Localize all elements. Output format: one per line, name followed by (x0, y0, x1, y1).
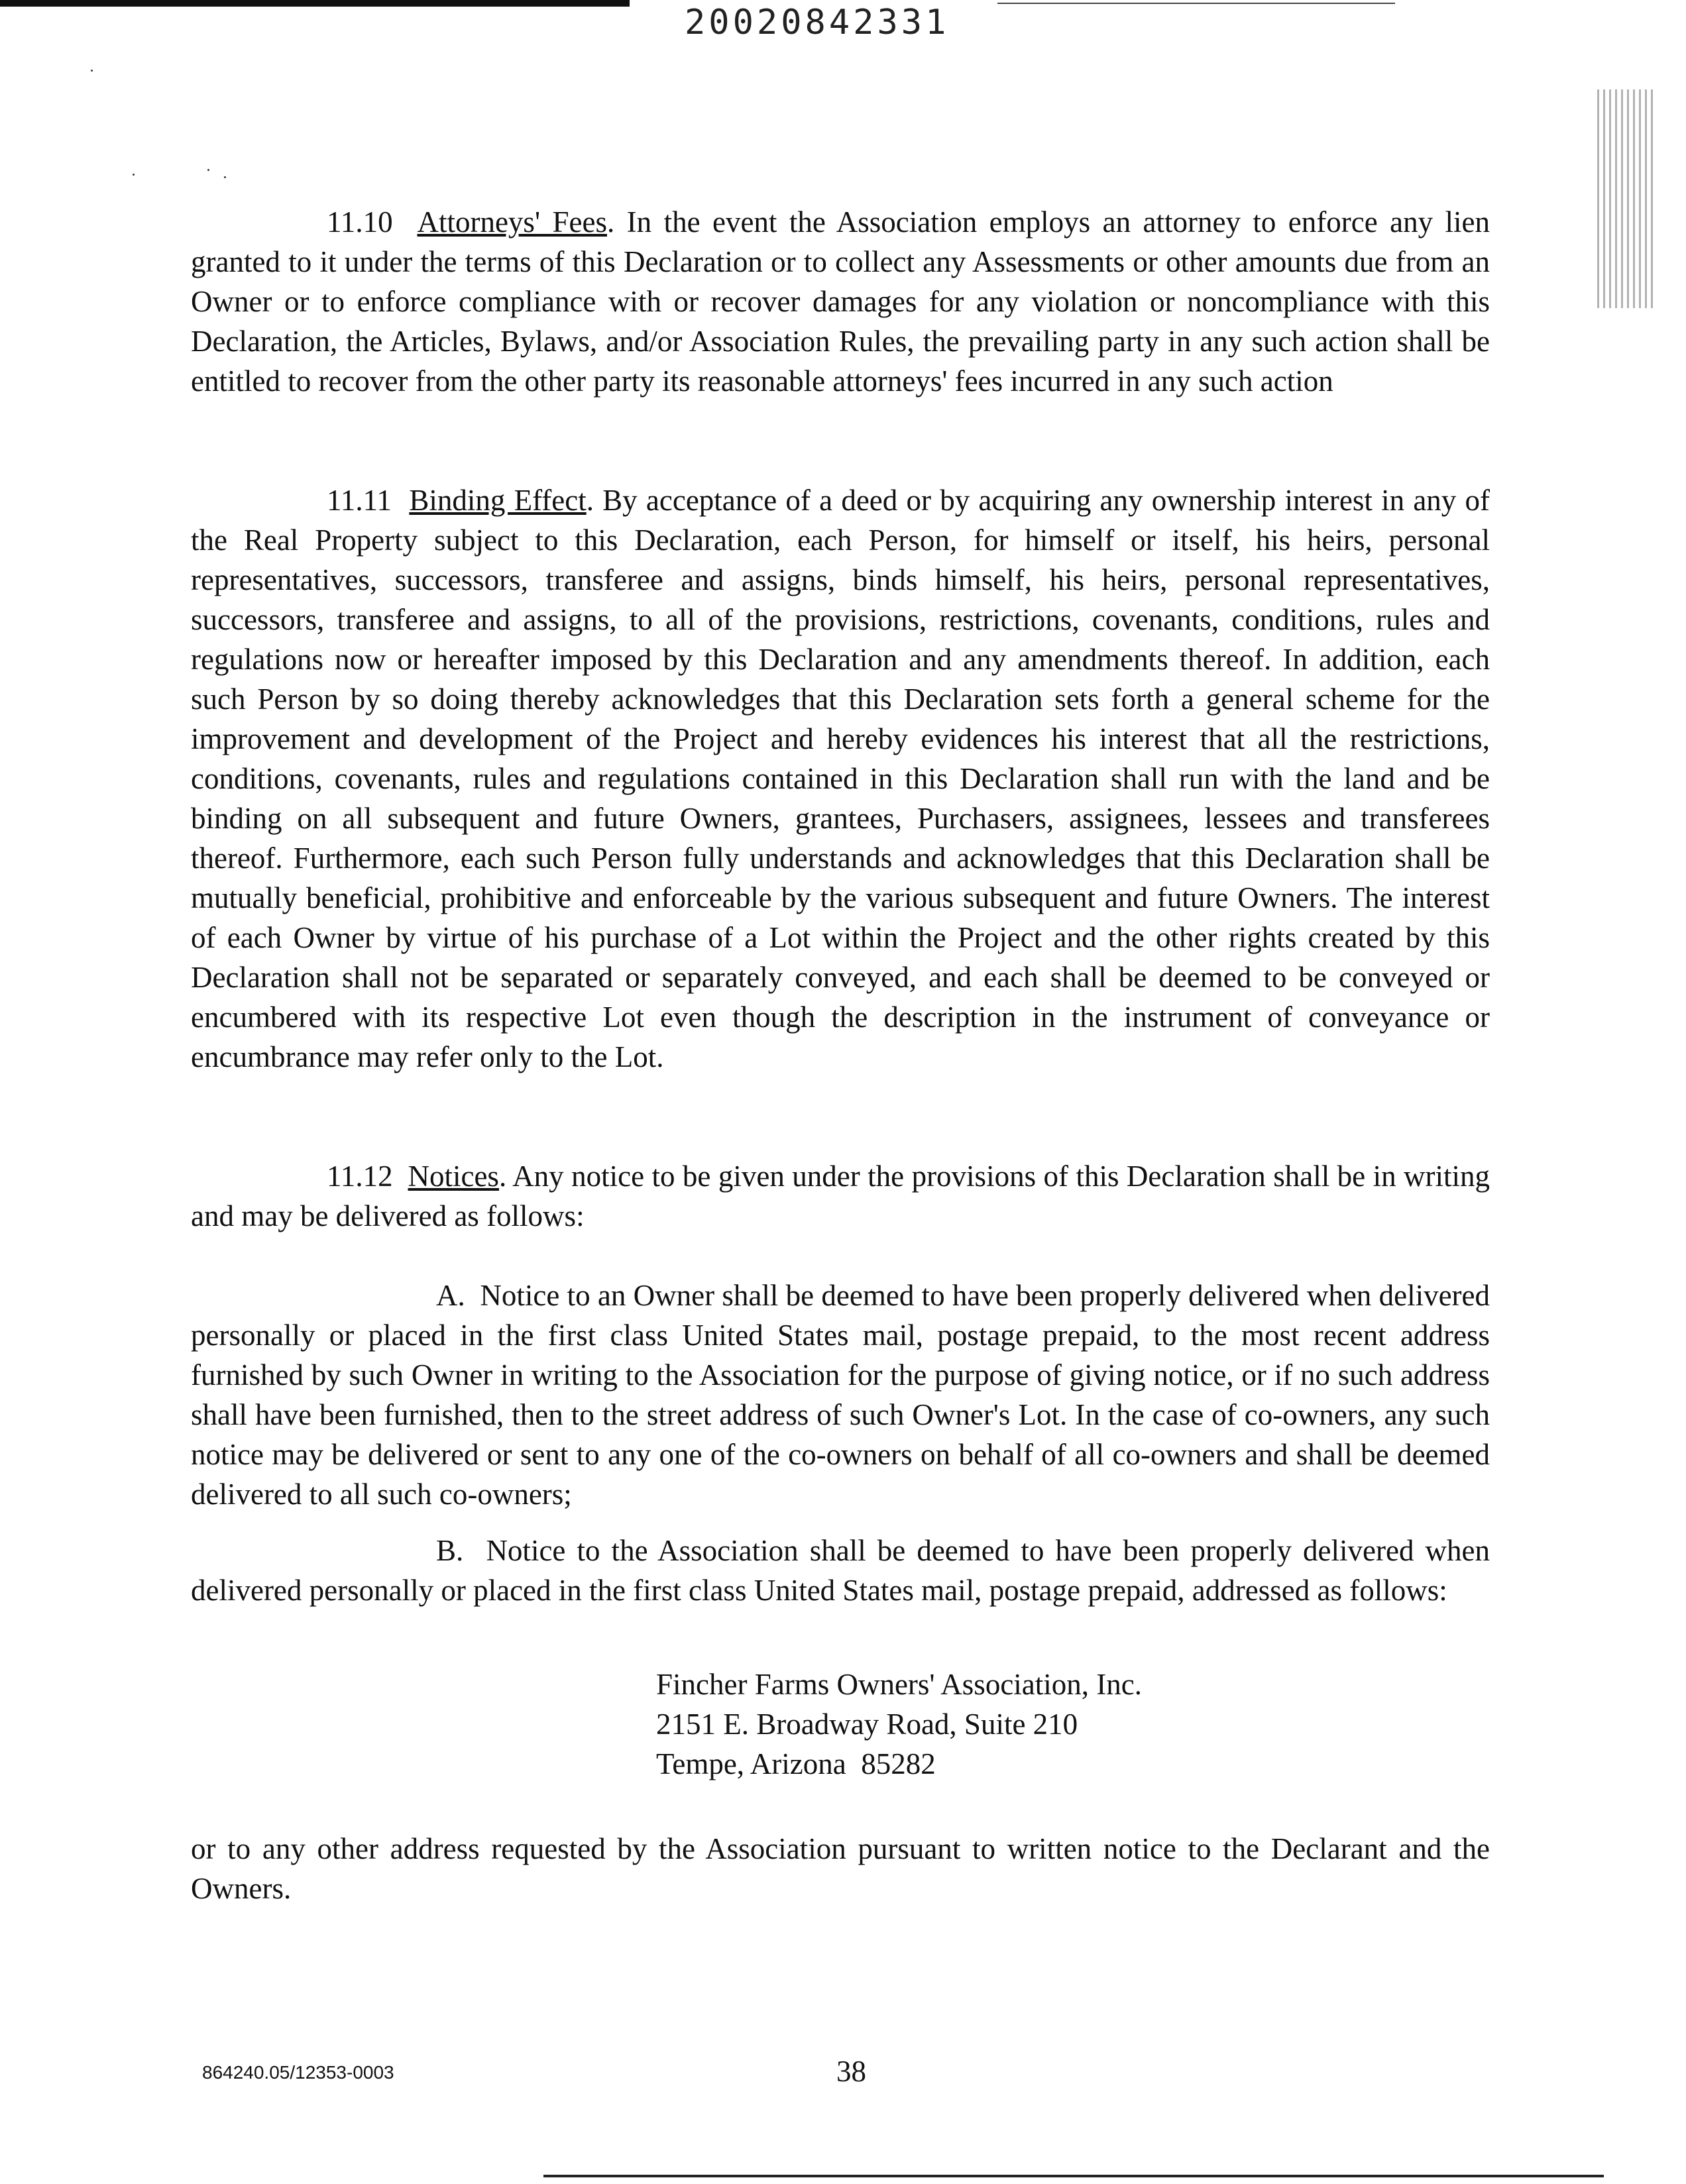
subsection-body: Notice to an Owner shall be deemed to have been properly delivered when delivered personally or placed in the first class United States mail, postage prepaid, to the most recent address furnished by such Owner in writing to the Association for the purpose of giving notice, or if no such address shall have been furnished, then to the street address of such Owner's Lot. In the case of co-owners, any such notice may be delivered or sent to any one of the co-owners on behalf of all co-owners and shall be deemed delivered to all such co-owners; (191, 1279, 1490, 1511)
section-11-10 (191, 202, 1490, 401)
page-number: 38 (836, 2055, 866, 2088)
section-heading: Attorneys' Fees (417, 205, 607, 239)
association-address (656, 1665, 1142, 1784)
scan-top-rule (997, 3, 1395, 4)
section-body: . By acceptance of a deed or by acquiring any ownership interest in any of the Real Property subject to this Declaration, each Person, for himself or itself, his heirs, personal representatives, successors, transferee and assigns, binds himself, his heirs, personal representatives, successors, transferee and assigns, to all of the provisions, restrictions, covenants, conditions, rules and regulations now or hereafter imposed by this Declaration and any amendments thereof. In addition, each such Person by so doing thereby acknowledges that this Declaration sets forth a general scheme for the improvement and development of the Project and hereby evidences his interest that all the restrictions, conditions, covenants, rules and regulations contained in this Declaration shall run with the land and be binding on all subsequent and future Owners, grantees, Purchasers, assignees, lessees and transferees thereof. Furthermore, each such Person fully understands and acknowledges that this Declaration shall be mutually beneficial, prohibitive and enforceable by the various subsequent and future Owners. The interest of each Owner by virtue of his purchase of a Lot within the Project and the other rights created by this Declaration shall not be separated or separately conveyed, and each shall be deemed to be conveyed or encumbered with its respective Lot even though the description in the instrument of conveyance or encumbrance may refer only to the Lot. (191, 484, 1490, 1073)
subsection-label: B. (436, 1534, 464, 1567)
subsection-body: Notice to the Association shall be deemed to have been properly delivered when delivered personally or placed in the first class United States mail, postage prepaid, addressed as follows: (191, 1534, 1490, 1607)
scan-speck (91, 70, 93, 72)
section-body: . In the event the Association employs an attorney to enforce any lien granted to it under the terms of this Declaration or to collect any Assessments or other amounts due from an Owner or to enforce compliance with or recover damages for any violation or noncompliance with this Declaration, the Articles, Bylaws, and/or Association Rules, the prevailing party in any such action shall be entitled to recover from the other party its reasonable attorneys' fees incurred in any such action (191, 205, 1490, 398)
section-11-12 (191, 1156, 1490, 1236)
section-heading: Binding Effect (409, 484, 587, 517)
closing-paragraph: or to any other address requested by the Association pursuant to written notice to the Declarant and the Owners. (191, 1832, 1490, 1905)
recording-number: 20020842331 (685, 3, 950, 42)
scan-speck (224, 176, 226, 178)
subsection-label: A. (436, 1279, 465, 1312)
scan-speck (207, 169, 209, 171)
footer-document-id: 864240.05/12353-0003 (202, 2062, 394, 2083)
scan-speck (133, 174, 135, 176)
scan-bottom-rule (543, 2175, 1604, 2177)
section-body: . Any notice to be given under the provisions of this Declaration shall be in writing and may be delivered as follows: (191, 1160, 1490, 1232)
scan-top-bar (0, 0, 630, 7)
section-11-11 (191, 480, 1490, 1077)
section-number: 11.12 (327, 1160, 393, 1193)
address-line-1: Fincher Farms Owners' Association, Inc. (656, 1668, 1142, 1701)
section-number: 11.10 (327, 205, 393, 239)
address-line-2: 2151 E. Broadway Road, Suite 210 (656, 1708, 1078, 1741)
subsection-b (191, 1531, 1490, 1610)
margin-stamp-marks (1597, 89, 1654, 308)
section-number: 11.11 (327, 484, 392, 517)
section-heading: Notices (408, 1160, 499, 1193)
address-line-3: Tempe, Arizona 85282 (656, 1747, 936, 1780)
subsection-a (191, 1276, 1490, 1514)
